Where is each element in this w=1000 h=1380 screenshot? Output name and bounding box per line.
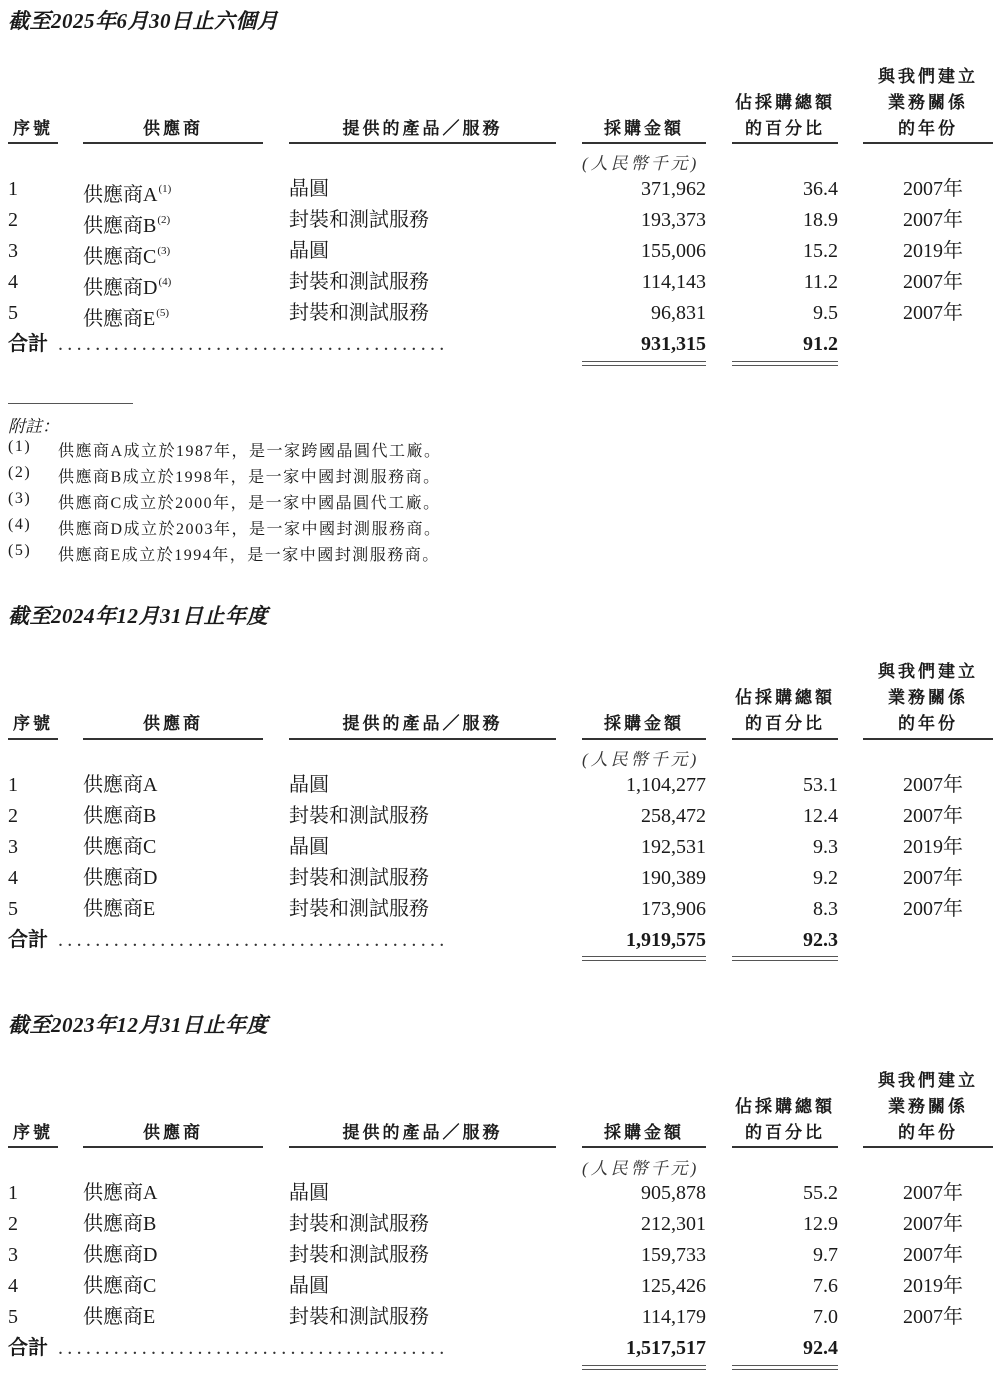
product-cell: 晶圓 [289, 774, 329, 796]
amount-cell: 173,906 [641, 898, 706, 920]
header-rule [289, 1146, 556, 1148]
header-seq: 序號 [13, 119, 53, 138]
footnote-ref[interactable]: (1) [158, 183, 172, 195]
pct-cell: 7.0 [813, 1306, 838, 1328]
product-cell: 封裝和測試服務 [289, 867, 429, 889]
double-underline [582, 956, 706, 961]
double-underline [732, 361, 838, 366]
product-cell: 封裝和測試服務 [289, 209, 429, 231]
product-cell: 晶圓 [289, 836, 329, 858]
header-pct-1: 佔採購總額 [735, 93, 835, 112]
product-cell: 封裝和測試服務 [289, 898, 429, 920]
note-num: (1) [8, 438, 32, 455]
footnote-ref[interactable]: (3) [157, 245, 171, 257]
total-label: 合計 [8, 1337, 48, 1359]
unit-label: (人民幣千元) [582, 154, 700, 173]
year-cell: 2007年 [903, 898, 963, 920]
header-pct-1: 佔採購總額 [735, 1097, 835, 1116]
header-rule [582, 142, 706, 144]
note-text: 供應商A成立於1987年，是一家跨國晶圓代工廠。 [58, 443, 442, 460]
header-rule [732, 1146, 838, 1148]
total-pct: 91.2 [803, 333, 838, 355]
note-num: (4) [8, 516, 32, 533]
seq-cell: 4 [8, 271, 18, 293]
header-pct-2: 的百分比 [745, 714, 825, 733]
product-cell: 封裝和測試服務 [289, 1306, 429, 1328]
pct-cell: 9.2 [813, 867, 838, 889]
header-rule [863, 738, 993, 740]
seq-cell: 3 [8, 240, 18, 262]
amount-cell: 190,389 [641, 867, 706, 889]
footnote-ref[interactable]: (5) [156, 307, 170, 319]
pct-cell: 9.7 [813, 1244, 838, 1266]
leader-dots: .......................................... [58, 333, 449, 355]
amount-cell: 1,104,277 [626, 774, 706, 796]
year-cell: 2007年 [903, 1182, 963, 1204]
year-cell: 2007年 [903, 805, 963, 827]
pct-cell: 12.4 [803, 805, 838, 827]
year-cell: 2007年 [903, 1306, 963, 1328]
header-rule [732, 738, 838, 740]
product-cell: 封裝和測試服務 [289, 271, 429, 293]
seq-cell: 2 [8, 209, 18, 231]
amount-cell: 258,472 [641, 805, 706, 827]
supplier-cell: 供應商E [83, 898, 156, 920]
note-text: 供應商D成立於2003年，是一家中國封測服務商。 [58, 521, 442, 538]
header-rule [8, 1146, 58, 1148]
note-text: 供應商B成立於1998年，是一家中國封測服務商。 [58, 469, 441, 486]
header-rule [863, 142, 993, 144]
header-rule [289, 738, 556, 740]
supplier-cell: 供應商B [83, 1213, 157, 1235]
header-year-2: 業務關係 [888, 93, 968, 112]
header-rule [732, 142, 838, 144]
header-supplier: 供應商 [143, 119, 203, 138]
header-rule [83, 738, 263, 740]
seq-cell: 5 [8, 898, 18, 920]
pct-cell: 12.9 [803, 1213, 838, 1235]
total-pct: 92.4 [803, 1337, 838, 1359]
pct-cell: 15.2 [803, 240, 838, 262]
amount-cell: 125,426 [641, 1275, 706, 1297]
pct-cell: 53.1 [803, 774, 838, 796]
header-pct-1: 佔採購總額 [735, 688, 835, 707]
year-cell: 2007年 [903, 1244, 963, 1266]
header-pct-2: 的百分比 [745, 119, 825, 138]
amount-cell: 155,006 [641, 240, 706, 262]
seq-cell: 5 [8, 302, 18, 324]
total-pct: 92.3 [803, 929, 838, 951]
footnote-ref[interactable]: (2) [157, 214, 171, 226]
section-title: 截至2023年12月31日止年度 [8, 1013, 268, 1037]
note-text: 供應商E成立於1994年，是一家中國封測服務商。 [58, 547, 440, 564]
amount-cell: 96,831 [651, 302, 706, 324]
double-underline [582, 361, 706, 366]
product-cell: 封裝和測試服務 [289, 805, 429, 827]
leader-dots: .......................................... [58, 929, 449, 951]
unit-label: (人民幣千元) [582, 1159, 700, 1178]
header-rule [863, 1146, 993, 1148]
header-year-2: 業務關係 [888, 1097, 968, 1116]
header-rule [83, 142, 263, 144]
supplier-cell: 供應商$A^{(1)}$ [83, 183, 172, 206]
total-amount: 931,315 [641, 333, 706, 355]
notes-divider [8, 403, 133, 404]
unit-label: (人民幣千元) [582, 750, 700, 769]
seq-cell: 2 [8, 1213, 18, 1235]
amount-cell: 905,878 [641, 1182, 706, 1204]
header-amount: 採購金額 [604, 714, 684, 733]
header-amount: 採購金額 [604, 119, 684, 138]
amount-cell: 114,143 [641, 271, 706, 293]
header-year-2: 業務關係 [888, 688, 968, 707]
amount-cell: 192,531 [641, 836, 706, 858]
pct-cell: 8.3 [813, 898, 838, 920]
supplier-cell: 供應商$D^{(4)}$ [83, 276, 172, 299]
year-cell: 2019年 [903, 240, 963, 262]
product-cell: 封裝和測試服務 [289, 1213, 429, 1235]
year-cell: 2007年 [903, 178, 963, 200]
seq-cell: 5 [8, 1306, 18, 1328]
header-year-1: 與我們建立 [878, 662, 978, 681]
amount-cell: 114,179 [641, 1306, 706, 1328]
product-cell: 封裝和測試服務 [289, 302, 429, 324]
leader-dots: .......................................... [58, 1337, 449, 1359]
year-cell: 2007年 [903, 774, 963, 796]
notes-title: 附註： [8, 417, 59, 436]
header-rule [83, 1146, 263, 1148]
year-cell: 2007年 [903, 302, 963, 324]
year-cell: 2007年 [903, 867, 963, 889]
header-product: 提供的產品／服務 [342, 714, 503, 733]
header-rule [582, 1146, 706, 1148]
header-year-1: 與我們建立 [878, 1071, 978, 1090]
pct-cell: 9.5 [813, 302, 838, 324]
section-title: 截至2024年12月31日止年度 [8, 604, 268, 628]
product-cell: 晶圓 [289, 178, 329, 200]
header-amount: 採購金額 [604, 1123, 684, 1142]
total-label: 合計 [8, 929, 48, 951]
product-cell: 封裝和測試服務 [289, 1244, 429, 1266]
header-product: 提供的產品／服務 [342, 1123, 503, 1142]
supplier-cell: 供應商$B^{(2)}$ [83, 214, 171, 237]
header-rule [289, 142, 556, 144]
double-underline [732, 1365, 838, 1370]
seq-cell: 1 [8, 774, 18, 796]
header-product: 提供的產品／服務 [342, 119, 503, 138]
pct-cell: 7.6 [813, 1275, 838, 1297]
supplier-cell: 供應商A [83, 774, 158, 796]
header-year-3: 的年份 [898, 119, 958, 138]
header-year-3: 的年份 [898, 1123, 958, 1142]
seq-cell: 3 [8, 836, 18, 858]
header-seq: 序號 [13, 1123, 53, 1142]
header-seq: 序號 [13, 714, 53, 733]
amount-cell: 193,373 [641, 209, 706, 231]
note-num: (3) [8, 490, 32, 507]
pct-cell: 18.9 [803, 209, 838, 231]
seq-cell: 1 [8, 1182, 18, 1204]
double-underline [582, 1365, 706, 1370]
product-cell: 晶圓 [289, 1182, 329, 1204]
supplier-cell: 供應商$E^{(5)}$ [83, 307, 170, 330]
pct-cell: 11.2 [803, 271, 838, 293]
pct-cell: 9.3 [813, 836, 838, 858]
header-supplier: 供應商 [143, 1123, 203, 1142]
supplier-cell: 供應商D [83, 867, 158, 889]
year-cell: 2019年 [903, 1275, 963, 1297]
amount-cell: 212,301 [641, 1213, 706, 1235]
year-cell: 2007年 [903, 1213, 963, 1235]
supplier-cell: 供應商C [83, 836, 157, 858]
pct-cell: 36.4 [803, 178, 838, 200]
year-cell: 2019年 [903, 836, 963, 858]
seq-cell: 2 [8, 805, 18, 827]
total-amount: 1,517,517 [626, 1337, 706, 1359]
header-rule [8, 142, 58, 144]
footnote-ref[interactable]: (4) [158, 276, 172, 288]
supplier-cell: 供應商B [83, 805, 157, 827]
product-cell: 晶圓 [289, 1275, 329, 1297]
seq-cell: 4 [8, 1275, 18, 1297]
supplier-cell: 供應商E [83, 1306, 156, 1328]
amount-cell: 371,962 [641, 178, 706, 200]
seq-cell: 3 [8, 1244, 18, 1266]
header-pct-2: 的百分比 [745, 1123, 825, 1142]
supplier-cell: 供應商D [83, 1244, 158, 1266]
header-supplier: 供應商 [143, 714, 203, 733]
note-num: (2) [8, 464, 32, 481]
supplier-cell: 供應商$C^{(3)}$ [83, 245, 171, 268]
year-cell: 2007年 [903, 209, 963, 231]
year-cell: 2007年 [903, 271, 963, 293]
pct-cell: 55.2 [803, 1182, 838, 1204]
header-year-1: 與我們建立 [878, 67, 978, 86]
product-cell: 晶圓 [289, 240, 329, 262]
header-year-3: 的年份 [898, 714, 958, 733]
double-underline [732, 956, 838, 961]
supplier-cell: 供應商C [83, 1275, 157, 1297]
total-amount: 1,919,575 [626, 929, 706, 951]
seq-cell: 4 [8, 867, 18, 889]
header-rule [582, 738, 706, 740]
amount-cell: 159,733 [641, 1244, 706, 1266]
note-num: (5) [8, 542, 32, 559]
note-text: 供應商C成立於2000年，是一家中國晶圓代工廠。 [58, 495, 441, 512]
seq-cell: 1 [8, 178, 18, 200]
supplier-cell: 供應商A [83, 1182, 158, 1204]
section-title: 截至2025年6月30日止六個月 [8, 9, 279, 33]
total-label: 合計 [8, 333, 48, 355]
header-rule [8, 738, 58, 740]
